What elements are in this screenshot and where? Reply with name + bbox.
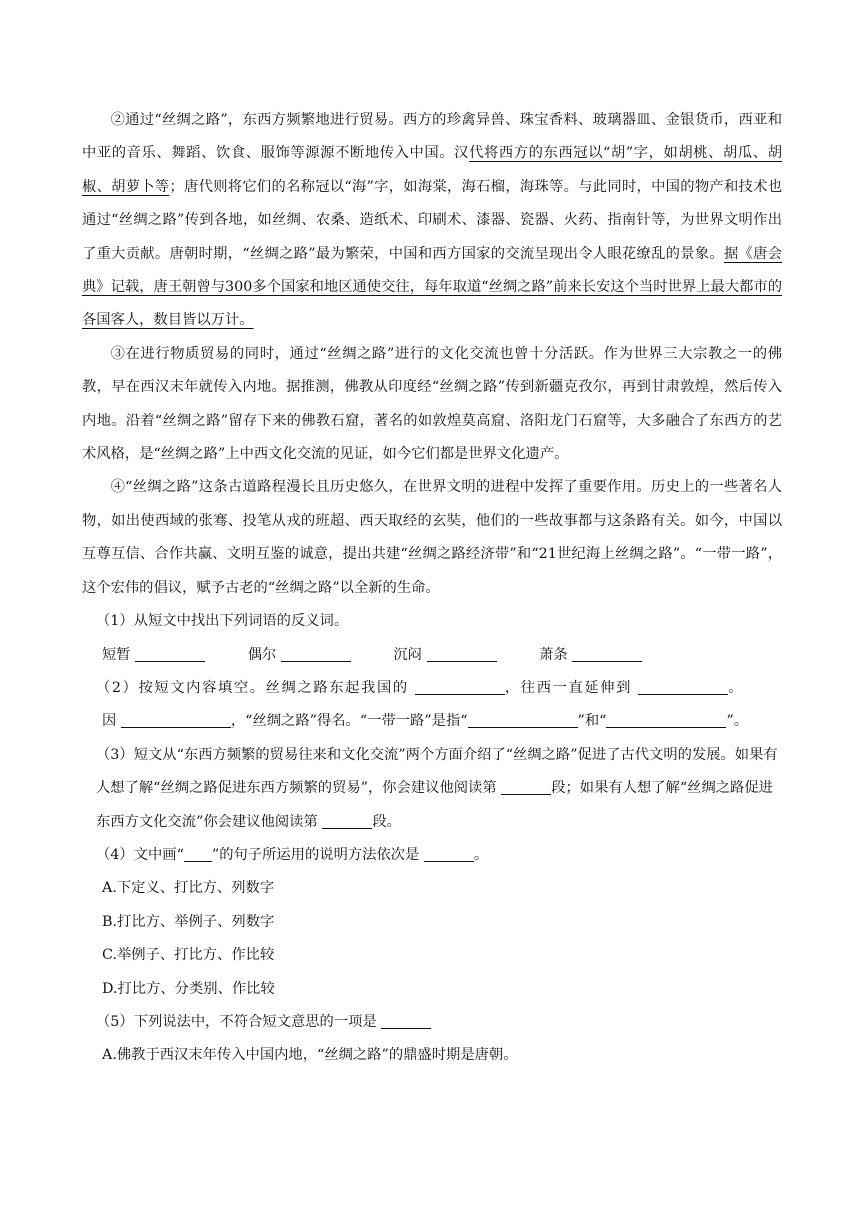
answer-blank[interactable] bbox=[135, 646, 205, 661]
question-4-text-a: （4）文中画“ bbox=[96, 846, 184, 863]
document-page bbox=[82, 104, 782, 1073]
question-4-prompt bbox=[82, 839, 782, 872]
paragraph-4: ④“丝绸之路”这条古道路程漫长且历史悠久，在世界文明的进程中发挥了重要作用。历史上的一些著名人物，如出使西域的张骞、投笔从戎的班超、西天取经的玄奘，他们的一些故事都与这条路有关。如今，中国以互尊互信、合作共赢、文明互鉴的诚意，提出共建“丝绸之路经济带”和“21世纪海上丝绸之路”。“一带一路”，这个宏伟的倡议，赋予古老的“丝绸之路”以全新的生命。 bbox=[82, 479, 782, 596]
question-2-line-1 bbox=[82, 672, 782, 705]
question-3-text-c: 段。 bbox=[372, 813, 401, 830]
answer-blank[interactable] bbox=[281, 646, 351, 661]
question-3-text-a: （3）短文从“东西方频繁的贸易往来和文化交流”两个方面介绍了“丝绸之路”促进了古代文明的发展。如果有人想了解“丝绸之路促进东西方频繁的贸易”，你会建议他阅读第 bbox=[96, 746, 778, 797]
question-2-text-g: ”。 bbox=[726, 713, 749, 730]
question-4-option-b[interactable]: B.打比方、举例子、列数字 bbox=[102, 913, 275, 930]
paragraph-2-underlined-sentence-1: 代将西方的东西冠以“胡”字，如胡桃、胡瓜、胡椒、胡萝卜等 bbox=[82, 145, 783, 195]
answer-blank[interactable] bbox=[121, 713, 231, 728]
question-2-text-d: 因 bbox=[102, 713, 117, 730]
question-4-option-c[interactable]: C.举例子、打比方、作比较 bbox=[102, 947, 275, 964]
question-1-answers bbox=[82, 639, 782, 672]
question-4-option-a[interactable]: A.下定义、打比方、列数字 bbox=[102, 880, 275, 897]
antonym-item-1 bbox=[102, 639, 205, 672]
question-2-line-2 bbox=[82, 705, 782, 738]
answer-blank[interactable] bbox=[572, 646, 642, 661]
paragraph-2-underlined-sentence-2: 据《唐会典》记载，唐王朝曾与300多个国家和地区通使交往，每年取道“丝绸之路”前来长安这个当时世界上最大都市的各国客人，数目皆以万计。 bbox=[82, 245, 782, 329]
antonym-word: 萧条 bbox=[539, 646, 568, 663]
question-2-text-a: （2）按短文内容填空。丝绸之路东起我国的 bbox=[96, 679, 409, 696]
question-1-prompt: （1）从短文中找出下列词语的反义词。 bbox=[96, 613, 349, 630]
answer-blank[interactable] bbox=[606, 713, 726, 728]
paragraph-3: ③在进行物质贸易的同时，通过“丝绸之路”进行的文化交流也曾十分活跃。作为世界三大宗教之一的佛教，早在西汉末年就传入内地。据推测，佛教从印度经“丝绸之路”传到新疆克孜尔，再到甘肃敦煌，然后传入内地。沿着“丝绸之路”留存下来的佛教石窟，著名的如敦煌莫高窟、洛阳龙门石窟等，大多融合了东西方的艺术风格，是“丝绸之路”上中西文化交流的见证，如今它们都是世界文化遗产。 bbox=[82, 345, 782, 463]
underline-marker bbox=[184, 847, 212, 862]
question-4-text-c: 。 bbox=[473, 846, 489, 863]
antonym-item-2 bbox=[248, 639, 351, 672]
question-5-option-a[interactable]: A.佛教于西汉末年传入中国内地，“丝绸之路”的鼎盛时期是唐朝。 bbox=[102, 1047, 518, 1064]
answer-blank[interactable] bbox=[381, 1014, 431, 1029]
question-4-option-d[interactable]: D.打比方、分类别、作比较 bbox=[102, 980, 275, 997]
question-5-text: （5）下列说法中，不符合短文意思的一项是 bbox=[96, 1013, 377, 1030]
answer-blank[interactable] bbox=[638, 680, 728, 695]
question-2-text-c: 。 bbox=[728, 679, 745, 696]
answer-blank[interactable] bbox=[501, 780, 551, 795]
antonym-word: 沉闷 bbox=[393, 646, 422, 663]
antonym-item-4 bbox=[539, 639, 642, 672]
answer-blank[interactable] bbox=[427, 646, 497, 661]
paragraph-2 bbox=[82, 104, 782, 338]
paragraph-2-text-b: ；唐代则将它们的名称冠以“海”字，如海棠，海石榴，海珠等。与此同时，中国的物产和技术也通过“丝绸之路”传到各地，如丝绸、农桑、造纸术、印刷术、漆器、瓷器、火药、指南针等，为世界文明作出了重大贡献。唐朝时期，“丝绸之路”最为繁荣，中国和西方国家的交流呈现出令人眼花缭乱的景象。 bbox=[82, 178, 782, 262]
question-2-text-b: ，往西一直延伸到 bbox=[504, 679, 633, 696]
answer-blank[interactable] bbox=[415, 680, 505, 695]
question-3 bbox=[82, 739, 782, 839]
answer-blank[interactable] bbox=[322, 813, 372, 828]
antonym-item-3 bbox=[393, 639, 496, 672]
antonym-word: 偶尔 bbox=[247, 646, 277, 663]
question-3-text-b: 段；如果有人想了解“丝绸之路促进东西方文化交流”你会建议他阅读第 bbox=[96, 780, 773, 830]
question-4-text-b: ”的句子所运用的说明方法依次是 bbox=[211, 846, 420, 863]
answer-blank[interactable] bbox=[424, 847, 474, 862]
antonym-word: 短暂 bbox=[102, 646, 131, 663]
answer-blank[interactable] bbox=[468, 713, 578, 728]
question-5-prompt bbox=[82, 1006, 782, 1039]
question-2-text-f: ”和“ bbox=[577, 713, 607, 730]
paragraph-2-text-a: ②通过“丝绸之路”，东西方频繁地进行贸易。西方的珍禽异兽、珠宝香料、玻璃器皿、金银货币，西亚和中亚的音乐、舞蹈、饮食、服饰等源源不断地传入中国。汉 bbox=[82, 112, 782, 162]
question-2-text-e: ，“丝绸之路”得名。“一带一路”是指“ bbox=[230, 713, 468, 730]
